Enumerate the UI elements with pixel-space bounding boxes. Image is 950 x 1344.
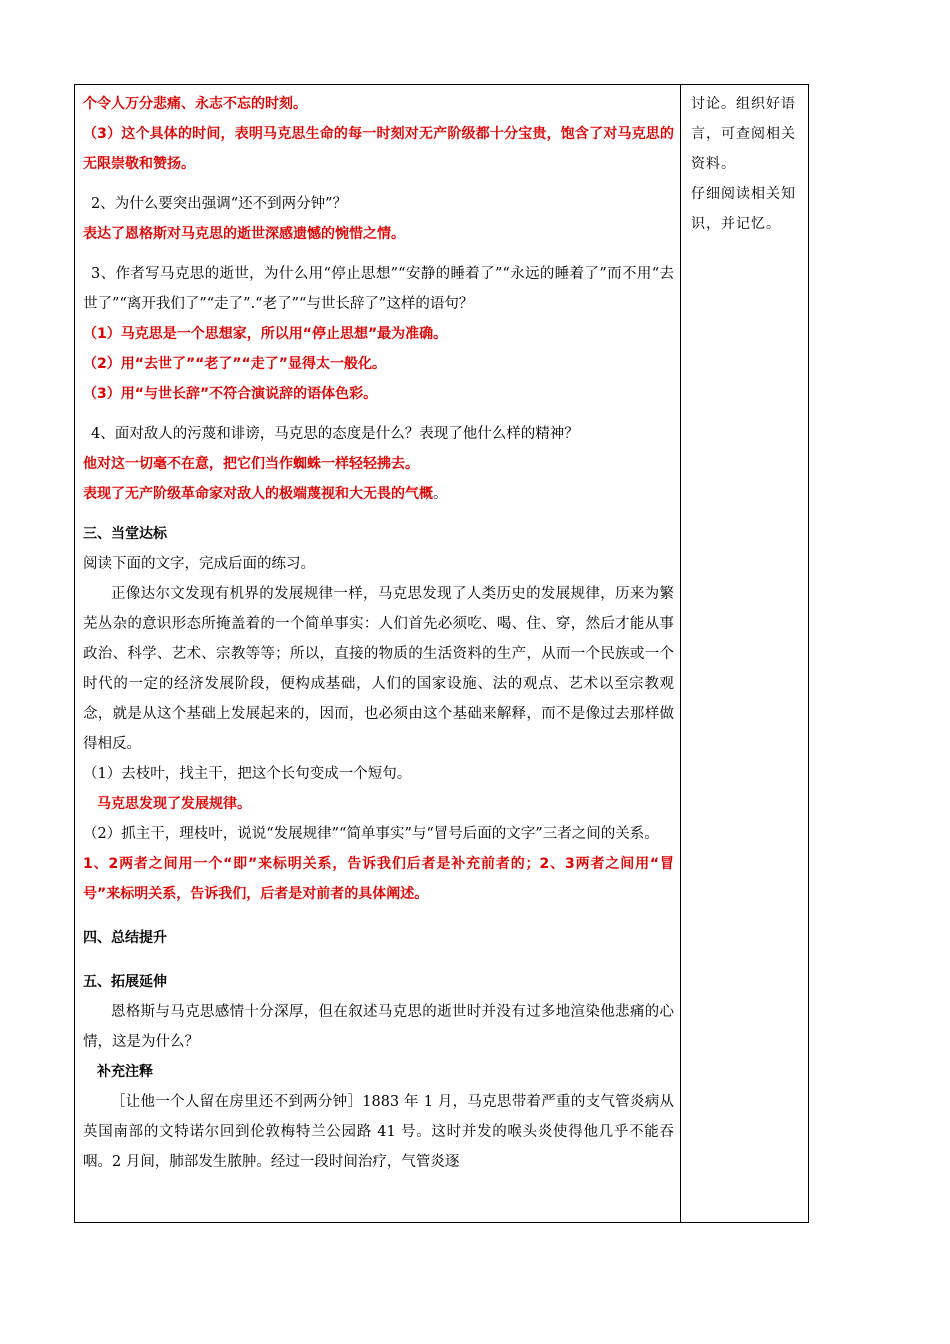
section-3-passage: 正像达尔文发现有机界的发展规律一样，马克思发现了人类历史的发展规律，历来为繁芜丛杂的意识形态所掩盖着的一个简单事实：人们首先必须吃、喝、住、穿，然后才能从事政治、科学、艺术、宗教等等；所以，直接的物质的生活资料的生产，从而一个民族或一个时代的一定的经济发展阶段，便构成基础，人们的国家设施、法的观点、艺术以至宗教观念，就是从这个基础上发展起来的，因而，也必须由这个基础来解释，而不是像过去那样做得相反。 <box>83 586 674 752</box>
question-3: 3、作者写马克思的逝世，为什么用“停止思想”“安静的睡着了”“永远的睡着了”而不用“去世了”“离开我们了”“走了”.“老了”“与世长辞了”这样的语句？ <box>83 266 674 312</box>
section-4-title: 四、总结提升 <box>83 930 167 946</box>
exercise-1: （1）去枝叶，找主干，把这个长句变成一个短句。 <box>83 766 412 782</box>
side-note-reading: 仔细阅读相关知识，并记忆。 <box>691 186 796 232</box>
answer-4-2-period: 。 <box>433 486 448 502</box>
question-2: 2、为什么要突出强调“还不到两分钟”？ <box>91 196 348 212</box>
answer-3-2: （2）用“去世了”“老了”“走了”显得太一般化。 <box>83 356 386 372</box>
question-4: 4、面对敌人的污蔑和诽谤，马克思的态度是什么？表现了他什么样的精神？ <box>91 426 579 442</box>
section-5-title: 五、拓展延伸 <box>83 974 167 990</box>
main-column <box>75 85 681 1223</box>
exercise-1-answer: 马克思发现了发展规律。 <box>97 796 251 812</box>
answer-4-2: 表现了无产阶级革命家对敌人的极端蔑视和大无畏的气概 <box>83 486 433 502</box>
answer-line: 个令人万分悲痛、永志不忘的时刻。 <box>83 96 307 112</box>
answer-paragraph: （3）这个具体的时间，表明马克思生命的每一时刻对无产阶级都十分宝贵，饱含了对马克思的无限崇敬和赞扬。 <box>83 126 674 172</box>
exercise-2-answer: 1、2两者之间用一个“即”来标明关系，告诉我们后者是补充前者的；2、3两者之间用“冒号”来标明关系，告诉我们，后者是对前者的具体阐述。 <box>83 856 674 902</box>
main-content <box>75 85 680 1222</box>
answer-3-3: （3）用“与世长辞”不符合演说辞的语体色彩。 <box>83 386 378 402</box>
note-text: ［让他一个人留在房里还不到两分钟］1883 年 1 月，马克思带着严重的支气管炎病从英国南部的文特诺尔回到伦敦梅特兰公园路 41 号。这时并发的喉头炎使得他几乎不能吞咽。2 月间，肺部发生脓肿。经过一段时间治疗，气管炎逐 <box>83 1094 674 1170</box>
note-title: 补充注释 <box>97 1064 153 1080</box>
section-3-intro: 阅读下面的文字，完成后面的练习。 <box>83 556 315 572</box>
answer-4-1: 他对这一切毫不在意，把它们当作蜘蛛一样轻轻拂去。 <box>83 456 419 472</box>
answer-2: 表达了恩格斯对马克思的逝世深感遗憾的惋惜之情。 <box>83 226 405 242</box>
answer-4-2-line <box>83 479 674 509</box>
side-column <box>681 85 809 1223</box>
side-content <box>681 85 808 239</box>
section-5-text: 恩格斯与马克思感情十分深厚，但在叙述马克思的逝世时并没有过多地渲染他悲痛的心情，这是为什么？ <box>83 1004 674 1050</box>
lesson-table <box>74 84 809 1223</box>
section-3-title: 三、当堂达标 <box>83 526 167 542</box>
side-note-discussion: 讨论。组织好语言，可查阅相关资料。 <box>691 96 796 172</box>
exercise-2: （2）抓主干，理枝叶，说说“发展规律”“简单事实”与“冒号后面的文字”三者之间的关系。 <box>83 826 659 842</box>
answer-3-1: （1）马克思是一个思想家，所以用“停止思想”最为准确。 <box>83 326 448 342</box>
